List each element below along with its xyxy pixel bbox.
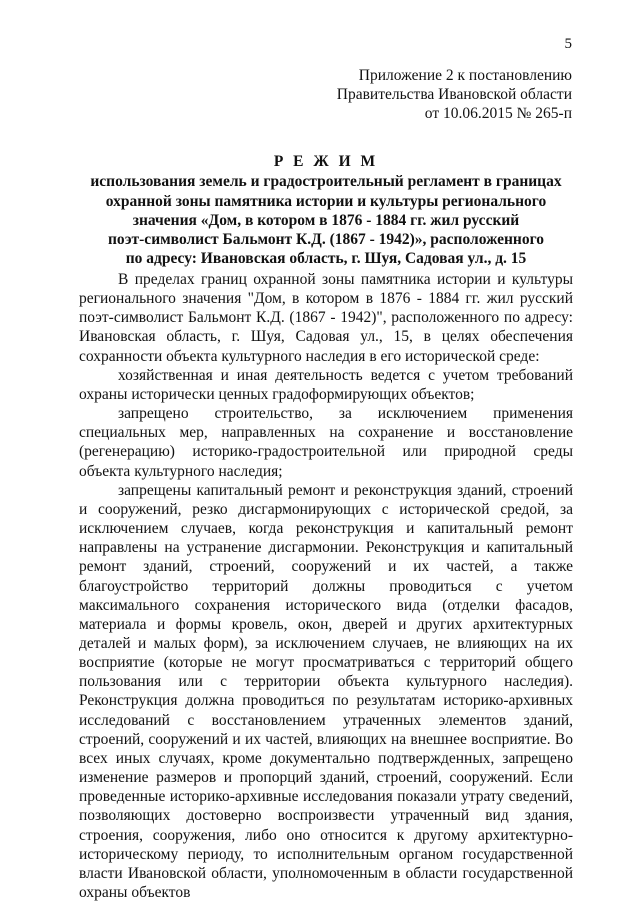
title-line-4: поэт-символист Бальмонт К.Д. (1867 - 1942)», расположенного bbox=[107, 231, 545, 249]
body-paragraph-construction: запрещено строительство, за исключением применения специальных мер, направленных на сохранение и восстановление (регенерацию) историко-градостроительной или природной среды объекта культурного наследия; bbox=[79, 405, 573, 480]
page-number: 5 bbox=[564, 36, 572, 52]
body-paragraph-activity: хозяйственная и иная деятельность ведется с учетом требований охраны исторически ценных градоформирующих объектов; bbox=[79, 366, 573, 403]
body-paragraph-renovation: запрещены капитальный ремонт и реконструкция зданий, строений и сооружений, резко дисгармонирующих с исторической средой, за исключением случаев, когда реконструкция и капитальный ремонт направлены на устранение дисгармонии. Реконструкция и капитальный ремонт зданий, строений, сооружений и их частей, а также благоустройство территорий должны проводиться с учетом максимального сохранения исторического вида (отделки фасадов, материала и формы кровель, окон, дверей и других архитектурных деталей и малых форм), за исключением случаев, не влияющих на их восприятие (которые не могут просматриваться с территорий общего пользования или с территории объекта культурного наследия). Реконструкция должна проводиться по результатам историко-архивных исследований с восстановлением утраченных элементов зданий, строений, сооружений и их частей, влияющих на внешнее восприятие. Во всех иных случаях, кроме документально подтвержденных, запрещено изменение размеров и пропорций зданий, строений, сооружений. Если проведенные историко-архивные исследования показали утрату сведений, позволяющих достоверно воспроизвести утраченный вид здания, строения, сооружения, либо оно относится к другому архитектурно-историческому периоду, то исполнительным органом государственной власти Ивановской области, уполномоченным в области государственной охраны объектов bbox=[79, 481, 573, 901]
title-line-5: по адресу: Ивановская область, г. Шуя, Садовая ул., д. 15 bbox=[125, 250, 527, 268]
title-line-2: охранной зоны памятника истории и культуры регионального bbox=[105, 192, 547, 210]
appendix-header bbox=[337, 66, 572, 123]
appendix-line-2: Правительства Ивановской области bbox=[336, 86, 572, 103]
body-paragraph-intro: В пределах границ охранной зоны памятника истории и культуры регионального значения "Дом, в котором в 1876 - 1884 гг. жил русский поэт-символист Бальмонт К.Д. (1867 - 1942)", расположенного по адресу: Ивановская область, г. Шуя, Садовая ул., 15, в целях обеспечения сохранности объекта культурного наследия в его исторической среде: bbox=[79, 271, 573, 365]
appendix-line-1: Приложение 2 к постановлению bbox=[358, 67, 572, 84]
title-heading: Р Е Ж И М bbox=[273, 153, 379, 170]
document-title bbox=[80, 152, 572, 269]
appendix-line-3: от 10.06.2015 № 265-п bbox=[424, 105, 572, 122]
title-line-3: значения «Дом, в котором в 1876 - 1884 гг. жил русский bbox=[132, 211, 520, 229]
title-line-1: использования земель и градостроительный регламент в границах bbox=[90, 173, 562, 191]
document-body bbox=[79, 270, 573, 902]
